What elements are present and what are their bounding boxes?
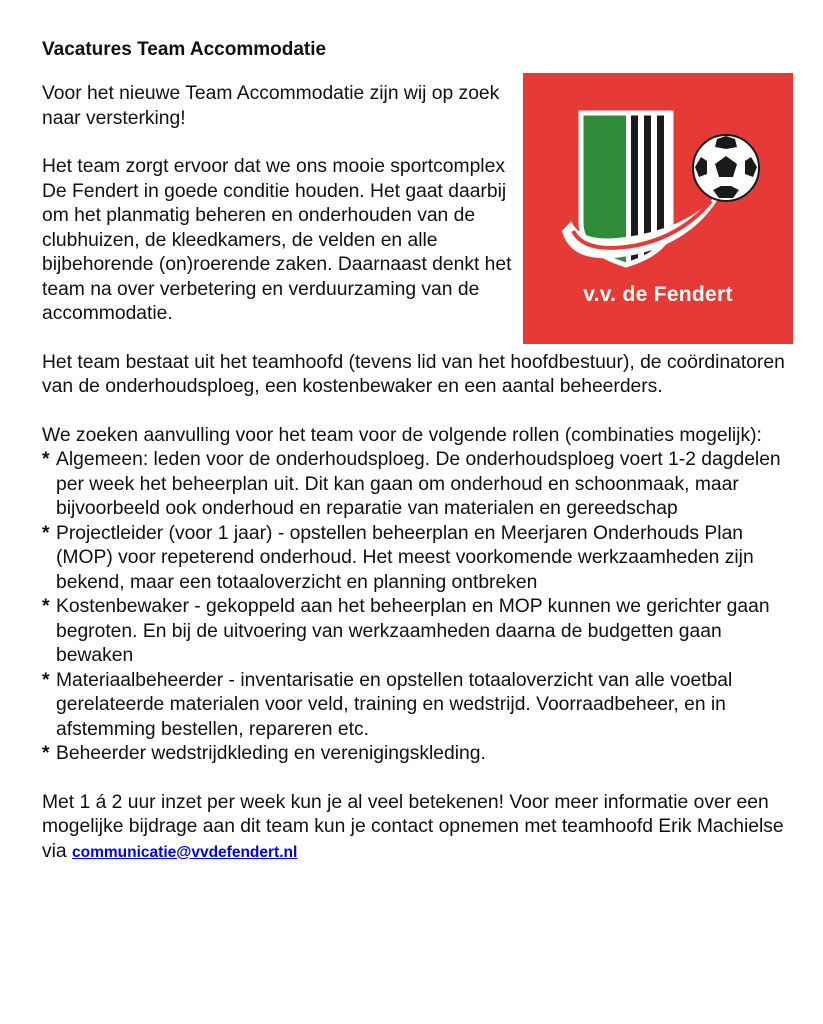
list-item [42, 742, 792, 767]
logo-text: v.v. de Fendert [583, 283, 733, 306]
role-text: Algemeen: leden voor de onderhoudsploeg. De onderhoudsploeg voert 1-2 dagdelen per week het beheerplan uit. Dit kan gaan om onderhoud en schoonmaak, maar bijvoorbeeld ook onderhoud en reparatie van materialen en gereedschap [56, 449, 781, 519]
list-item [42, 448, 792, 522]
role-text: Beheerder wedstrijdkleding en verenigingskleding. [56, 743, 486, 764]
roles-list [42, 448, 792, 767]
page-title: Vacatures Team Accommodatie [42, 39, 327, 60]
bullet: * [42, 522, 50, 544]
bullet: * [42, 669, 50, 691]
role-text: Materiaalbeheerder - inventarisatie en opstellen totaaloverzicht van alle voetbal gerelateerde materialen voor veld, training en wedstrijd. Voorraadbeheer, en in afstemming bestellen, repareren etc. [56, 669, 733, 740]
email-link[interactable]: communicatie@vvdefendert.nl [72, 843, 298, 861]
roles-intro: We zoeken aanvulling voor het team voor de volgende rollen (combinaties mogelijk): [42, 424, 762, 446]
intro-paragraph: Voor het nieuwe Team Accommodatie zijn wij op zoek naar versterking! [42, 83, 500, 129]
bullet: * [42, 449, 50, 470]
closing-text: Met 1 á 2 uur inzet per week kun je al veel betekenen! Voor meer informatie over een mogelijke bijdrage aan dit team kun je contact opnemen met teamhoofd Erik Machielse via [42, 791, 784, 862]
list-item [42, 522, 792, 596]
football-icon [693, 135, 759, 201]
composition-paragraph: Het team bestaat uit het teamhoofd (tevens lid van het hoofdbestuur), de coördinatoren van de onderhoudsploeg, een kostenbewaker en een aantal beheerders. [42, 351, 785, 397]
bullet: * [42, 743, 50, 764]
team-paragraph: Het team zorgt ervoor dat we ons mooie sportcomplex De Fendert in goede conditie houden. Het gaat daarbij om het planmatig beheren en onderhouden van de clubhuizen, de kleedkamers, de velden en alle bijbehorende (on)roerende zaken. Daarnaast denkt het team na over verbetering en verduurzaming van de accommodatie. [42, 156, 512, 324]
club-logo [523, 73, 793, 344]
list-item [42, 595, 792, 669]
role-text: Kostenbewaker - gekoppeld aan het beheerplan en MOP kunnen we gerichter gaan begroten. En bij de uitvoering van werkzaamheden daarna de budgetten gaan bewaken [56, 596, 770, 666]
closing-paragraph [42, 791, 792, 866]
role-text: Projectleider (voor 1 jaar) - opstellen beheerplan en Meerjaren Onderhouds Plan (MOP) voor repeterend onderhoud. Het meest voorkomende werkzaamheden zijn bekend, maar een totaaloverzicht en planning ontbreken [56, 522, 754, 593]
bullet: * [42, 596, 50, 617]
list-item [42, 669, 792, 743]
